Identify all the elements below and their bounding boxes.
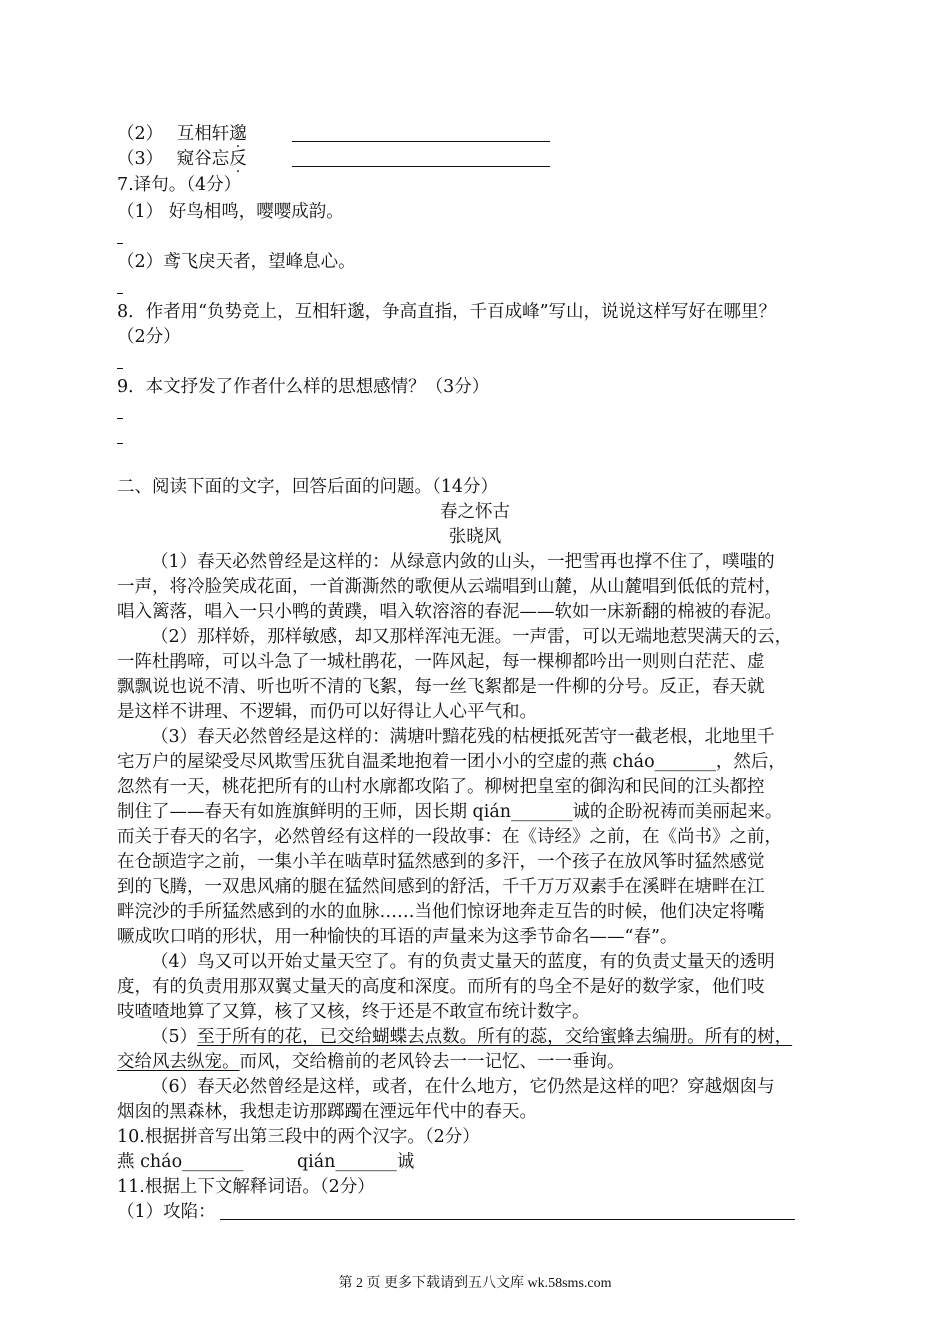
p4-line: 度，有的负责用那双翼丈量天的高度和深度。而所有的鸟全不是好的数学家，他们吱 bbox=[117, 977, 765, 997]
q9-answer-line-1[interactable] bbox=[117, 418, 123, 419]
p3-line: 在仓颉造字之前，一集小羊在啮草时猛然感到的多汗，一个孩子在放风筝时猛然感觉 bbox=[117, 852, 765, 872]
q6-item-2-text: 互相轩 bbox=[176, 124, 230, 144]
p4-line: 吱喳喳地算了又算，核了又核，终于还是不敢宣布统计数字。 bbox=[117, 1002, 590, 1022]
q10-answers bbox=[117, 1150, 414, 1175]
p3-line: 到的飞腾，一双患风痛的腿在猛然间感到的舒活，千千万万双素手在溪畔在塘畔在江 bbox=[117, 877, 765, 897]
q7-title: 7.译句。（4分） bbox=[117, 175, 242, 195]
p5-rest-text: 而风，交给檐前的老风铃去一一记忆、一一垂询。 bbox=[239, 1052, 625, 1072]
p3-line: 畔浣沙的手所猛然感到的水的血脉……当他们惊讶地奔走互告的时候，他们决定将嘴 bbox=[117, 902, 765, 922]
passage-author: 张晓风 bbox=[448, 527, 502, 547]
q11-title: 11.根据上下文解释词语。（2分） bbox=[117, 1177, 375, 1197]
p2-line: 一阵杜鹃啼，可以斗急了一城杜鹃花，一阵风起，每一棵柳都吟出一则则白茫茫、虚 bbox=[117, 652, 765, 672]
q8-line-1: 8．作者用“负势竞上，互相轩邈，争高直指，千百成峰”写山，说说这样写好在哪里？ bbox=[117, 302, 777, 322]
q6-item-2-num: （2） bbox=[117, 124, 164, 144]
passage-title: 春之怀古 bbox=[440, 502, 510, 522]
q10-title: 10.根据拼音写出第三段中的两个汉字。（2分） bbox=[117, 1127, 480, 1147]
q6-item-3-dotted-char: 反 bbox=[229, 149, 247, 169]
q6-item-3-answer-blank[interactable] bbox=[292, 148, 550, 167]
p3-line: 宅万户的屋梁受尽风欺雪压犹自温柔地抱着一团小小的空虚的燕 cháo_______，然后， bbox=[117, 752, 786, 772]
q11-item-1-label: （1）攻陷： bbox=[117, 1202, 216, 1222]
q7-sentence-1: （1） 好鸟相鸣，嘤嘤成韵。 bbox=[117, 202, 344, 222]
p1-line: 唱入篱落，唱入一只小鸭的黄蹼，唱入软溶溶的春泥——软如一床新翻的棉被的春泥。 bbox=[117, 602, 782, 622]
p6-line: （6）春天必然曾经是这样，或者，在什么地方，它仍然是这样的吧？穿越烟囱与 bbox=[151, 1077, 775, 1097]
q7-answer-line-1[interactable] bbox=[117, 243, 123, 244]
q10-answer-qian[interactable]: qián_______诚 bbox=[296, 1152, 415, 1172]
q11-item-1 bbox=[117, 1200, 795, 1225]
q6-item-3 bbox=[117, 147, 550, 172]
p3-line: （3）春天必然曾经是这样的：满塘叶黯花残的枯梗抵死苦守一截老根，北地里千 bbox=[151, 727, 775, 747]
q7-sentence-2: （2）鸢飞戾天者，望峰息心。 bbox=[117, 252, 356, 272]
q10-answer-chao[interactable]: 燕 cháo_______ bbox=[117, 1152, 244, 1172]
p5-underlined-text-1: 至于所有的花，已交给蝴蝶去点数。所有的蕊，交给蜜蜂去编册。所有的树， bbox=[197, 1027, 793, 1047]
p1-line: （1）春天必然曾经是这样的：从绿意内敛的山头，一把雪再也撑不住了，噗嗤的 bbox=[151, 552, 775, 572]
q6-item-3-num: （3） bbox=[117, 149, 164, 169]
q9-answer-line-2[interactable] bbox=[117, 443, 123, 444]
p3-line: 忽然有一天，桃花把所有的山村水廓都攻陷了。柳树把皇室的御沟和民间的江头都控 bbox=[117, 777, 765, 797]
q11-item-1-answer-blank[interactable] bbox=[220, 1201, 795, 1220]
p6-line: 烟囱的黑森林，我想走访那踯躅在湮远年代中的春天。 bbox=[117, 1102, 537, 1122]
p1-line: 一声，将冷脸笑成花面，一首澌澌然的歌便从云端唱到山麓，从山麓唱到低低的荒村， bbox=[117, 577, 782, 597]
p4-line: （4）鸟又可以开始丈量天空了。有的负责丈量天的蓝度，有的负责丈量天的透明 bbox=[151, 952, 775, 972]
q8-answer-line[interactable] bbox=[117, 368, 123, 369]
p5-line-1 bbox=[117, 1025, 871, 1050]
q8-line-2: （2分） bbox=[117, 327, 181, 347]
q7-answer-line-2[interactable] bbox=[117, 293, 123, 294]
page-footer: 第 2 页 更多下载请到五八文库 wk.58sms.com bbox=[338, 1276, 612, 1291]
p5-line-2 bbox=[117, 1050, 837, 1075]
q6-item-2-answer-blank[interactable] bbox=[292, 123, 550, 142]
p3-line: 而关于春天的名字，必然曾经有这样的一段故事：在《诗经》之前，在《尚书》之前， bbox=[117, 827, 782, 847]
q6-item-2-dotted-char: 邈 bbox=[229, 124, 247, 144]
part2-heading: 二、阅读下面的文字，回答后面的问题。（14分） bbox=[117, 477, 499, 497]
p2-line: （2）那样娇，那样敏感，却又那样浑沌无涯。一声雷，可以无端地惹哭满天的云， bbox=[151, 627, 793, 647]
p2-line: 是这样不讲理、不逻辑，而仍可以好得让人心平气和。 bbox=[117, 702, 537, 722]
q6-item-3-text: 窥谷忘 bbox=[176, 149, 230, 169]
p2-line: 飘飘说也说不清、听也听不清的飞絮，每一丝飞絮都是一件柳的分号。反正，春天就 bbox=[117, 677, 765, 697]
p3-line: 制住了——春天有如旌旗鲜明的王师，因长期 qián_______诚的企盼祝祷而美丽起来。 bbox=[117, 802, 783, 822]
p5-number: （5） bbox=[151, 1027, 198, 1047]
p5-underlined-text-2: 交给风去纵宠。 bbox=[117, 1052, 240, 1072]
q9-title: 9．本文抒发了作者什么样的思想感情？（3分） bbox=[117, 377, 490, 397]
q6-item-2 bbox=[117, 122, 550, 147]
p3-line: 噘成吹口哨的形状，用一种愉快的耳语的声量来为这季节命名——“春”。 bbox=[117, 927, 678, 947]
